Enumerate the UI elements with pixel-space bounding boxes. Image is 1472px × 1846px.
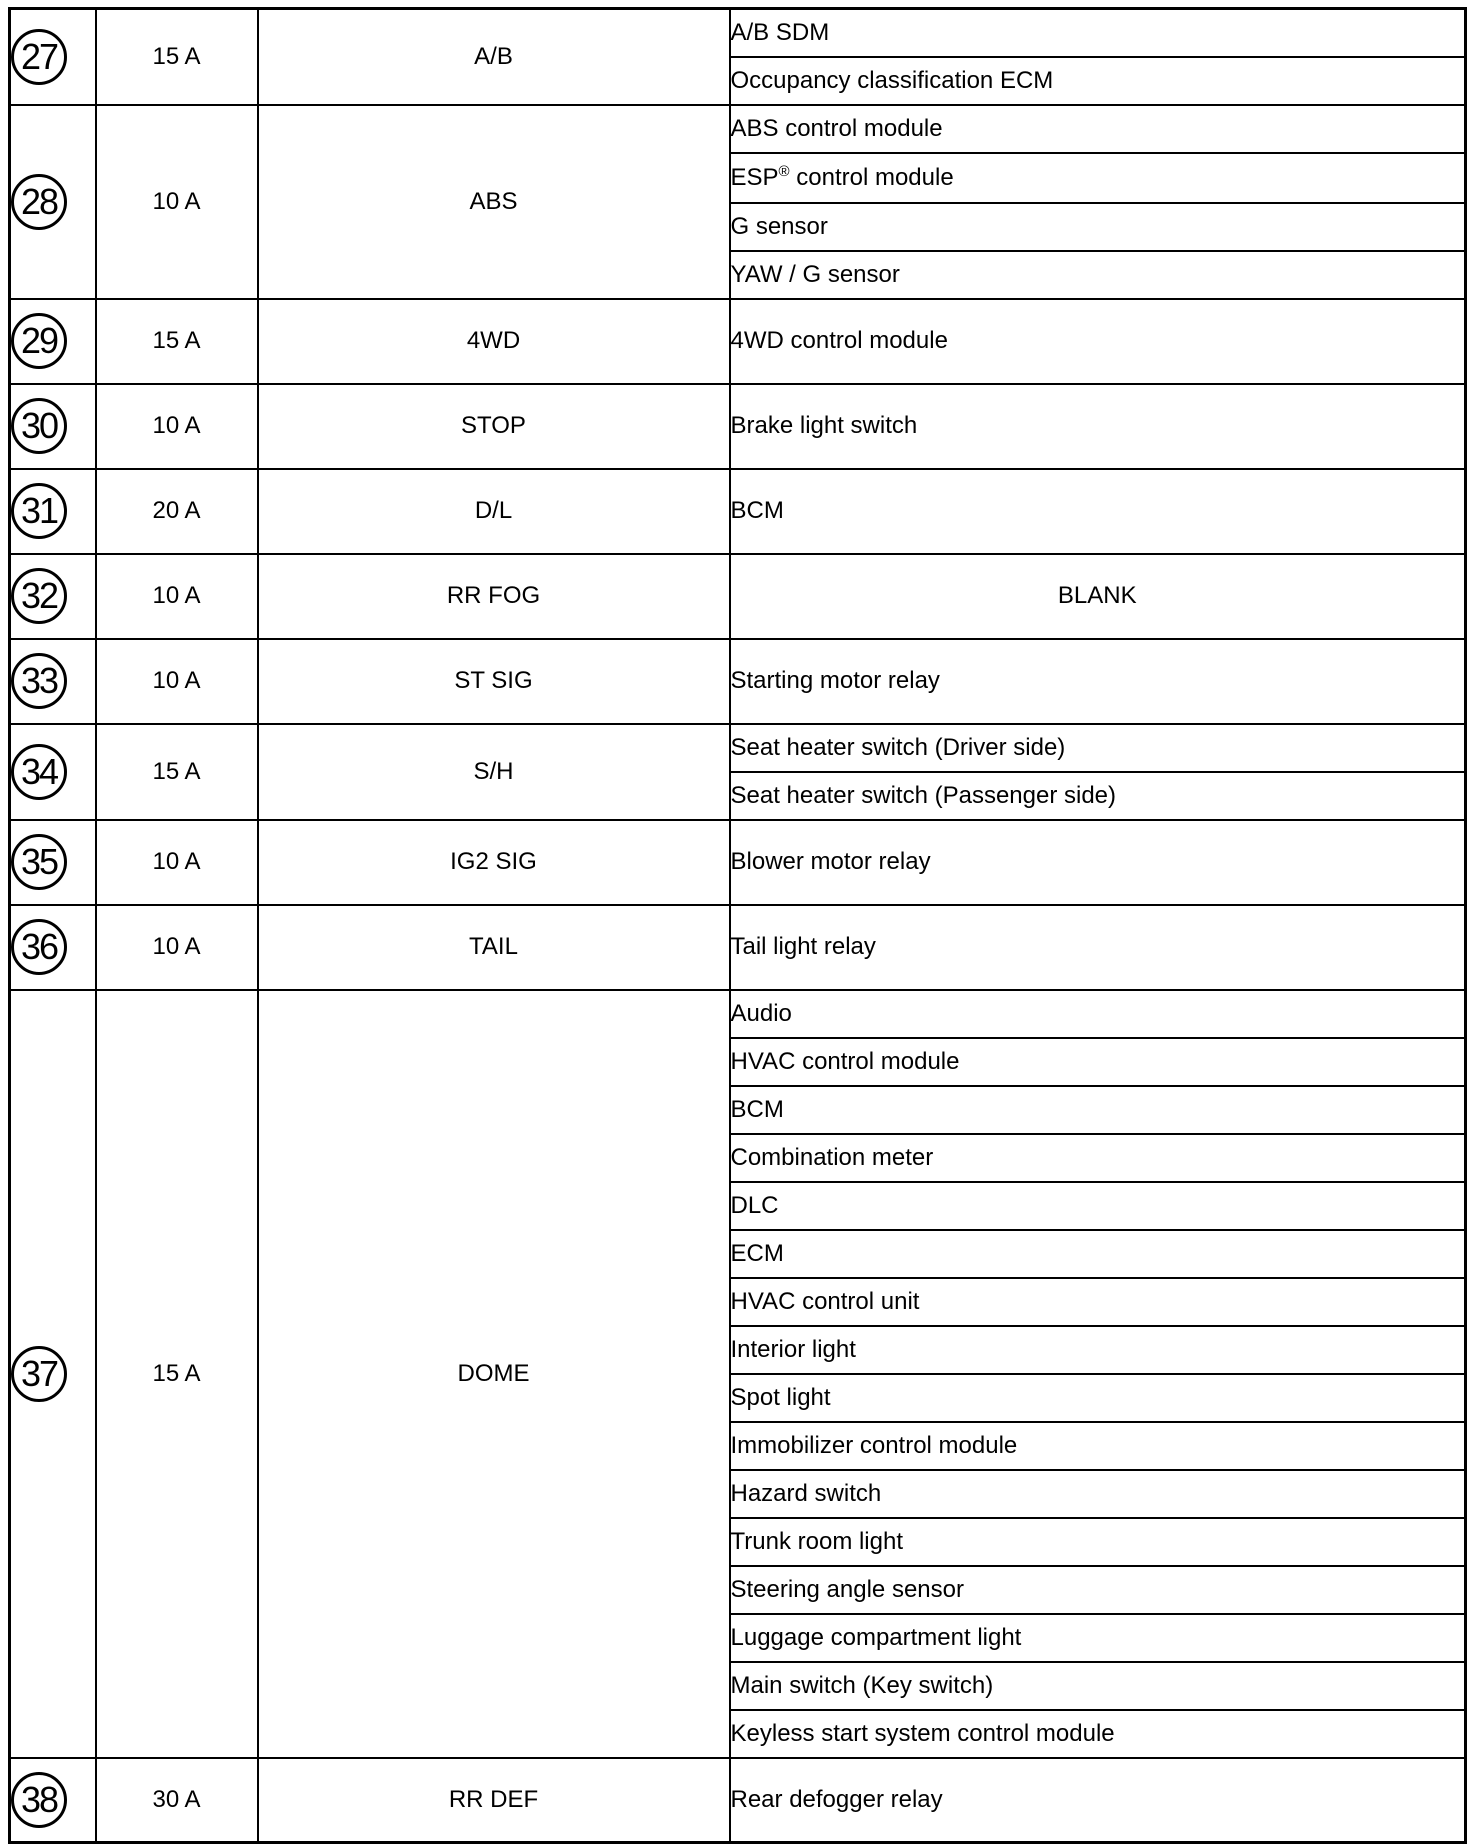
circuit-cell: Combination meter xyxy=(730,1134,1466,1182)
fuse-name-cell: RR FOG xyxy=(258,554,730,639)
table-row xyxy=(10,990,1466,1038)
fuse-number-cell xyxy=(10,384,96,469)
registered-mark: ® xyxy=(778,163,790,180)
circuit-cell: Luggage compartment light xyxy=(730,1614,1466,1662)
fuse-name-cell: ABS xyxy=(258,105,730,299)
fuse-table xyxy=(8,7,1467,1844)
circuit-cell: Brake light switch xyxy=(730,384,1466,469)
table-row xyxy=(10,469,1466,554)
table-row xyxy=(10,554,1466,639)
circuit-cell xyxy=(730,153,1466,203)
circuit-cell: Immobilizer control module xyxy=(730,1422,1466,1470)
circuit-cell: Interior light xyxy=(730,1326,1466,1374)
fuse-number-cell xyxy=(10,639,96,724)
fuse-name-cell: 4WD xyxy=(258,299,730,384)
fuse-number: 27 xyxy=(11,29,67,85)
fuse-number: 31 xyxy=(11,483,67,539)
table-row xyxy=(10,299,1466,384)
amperage-cell: 30 A xyxy=(96,1758,258,1843)
amperage-cell: 10 A xyxy=(96,905,258,990)
table-row xyxy=(10,1758,1466,1843)
esp-label-rest: control module xyxy=(789,164,954,191)
table-row xyxy=(10,905,1466,990)
table-row xyxy=(10,105,1466,153)
fuse-number: 33 xyxy=(11,653,67,709)
fuse-name-cell: A/B xyxy=(258,9,730,105)
circuit-cell: Occupancy classification ECM xyxy=(730,57,1466,105)
amperage-cell: 15 A xyxy=(96,724,258,820)
fuse-number-cell xyxy=(10,105,96,299)
fuse-number: 37 xyxy=(11,1346,67,1402)
fuse-number: 32 xyxy=(11,568,67,624)
circuit-cell: Audio xyxy=(730,990,1466,1038)
amperage-cell: 15 A xyxy=(96,299,258,384)
fuse-number: 34 xyxy=(11,744,67,800)
amperage-cell: 20 A xyxy=(96,469,258,554)
fuse-number: 29 xyxy=(11,313,67,369)
fuse-name-cell: DOME xyxy=(258,990,730,1758)
circuit-cell: Starting motor relay xyxy=(730,639,1466,724)
amperage-cell: 10 A xyxy=(96,639,258,724)
fuse-number: 30 xyxy=(11,398,67,454)
fuse-number-cell xyxy=(10,299,96,384)
circuit-cell: BCM xyxy=(730,469,1466,554)
fuse-name-cell: D/L xyxy=(258,469,730,554)
fuse-name-cell: S/H xyxy=(258,724,730,820)
fuse-number: 35 xyxy=(11,834,67,890)
circuit-cell: HVAC control module xyxy=(730,1038,1466,1086)
table-row xyxy=(10,639,1466,724)
circuit-cell: Seat heater switch (Driver side) xyxy=(730,724,1466,772)
circuit-cell: Tail light relay xyxy=(730,905,1466,990)
circuit-cell: Spot light xyxy=(730,1374,1466,1422)
fuse-name-cell: STOP xyxy=(258,384,730,469)
circuit-cell: Seat heater switch (Passenger side) xyxy=(730,772,1466,820)
amperage-cell: 10 A xyxy=(96,554,258,639)
table-row xyxy=(10,724,1466,772)
circuit-cell: YAW / G sensor xyxy=(730,251,1466,299)
circuit-cell: Steering angle sensor xyxy=(730,1566,1466,1614)
amperage-cell: 10 A xyxy=(96,105,258,299)
circuit-cell: A/B SDM xyxy=(730,9,1466,57)
fuse-number-cell xyxy=(10,724,96,820)
amperage-cell: 10 A xyxy=(96,820,258,905)
fuse-number-cell xyxy=(10,9,96,105)
circuit-cell: Main switch (Key switch) xyxy=(730,1662,1466,1710)
fuse-number: 28 xyxy=(11,174,67,230)
blank-cell: BLANK xyxy=(730,554,1466,639)
fuse-name-cell: RR DEF xyxy=(258,1758,730,1843)
amperage-cell: 15 A xyxy=(96,990,258,1758)
table-row xyxy=(10,820,1466,905)
amperage-cell: 10 A xyxy=(96,384,258,469)
fuse-name-cell: TAIL xyxy=(258,905,730,990)
fuse-number-cell xyxy=(10,905,96,990)
circuit-cell: Trunk room light xyxy=(730,1518,1466,1566)
fuse-number: 36 xyxy=(11,919,67,975)
fuse-number-cell xyxy=(10,554,96,639)
fuse-number-cell xyxy=(10,1758,96,1843)
fuse-name-cell: IG2 SIG xyxy=(258,820,730,905)
circuit-cell: Hazard switch xyxy=(730,1470,1466,1518)
circuit-cell: 4WD control module xyxy=(730,299,1466,384)
table-row xyxy=(10,9,1466,57)
fuse-number: 38 xyxy=(11,1772,67,1828)
circuit-cell: BCM xyxy=(730,1086,1466,1134)
fuse-number-cell xyxy=(10,469,96,554)
circuit-cell: ABS control module xyxy=(730,105,1466,153)
fuse-number-cell xyxy=(10,990,96,1758)
circuit-cell: ECM xyxy=(730,1230,1466,1278)
circuit-cell: G sensor xyxy=(730,203,1466,251)
circuit-cell: Blower motor relay xyxy=(730,820,1466,905)
amperage-cell: 15 A xyxy=(96,9,258,105)
fuse-number-cell xyxy=(10,820,96,905)
table-row xyxy=(10,384,1466,469)
esp-label: ESP xyxy=(730,164,779,191)
circuit-cell: Rear defogger relay xyxy=(730,1758,1466,1843)
circuit-cell: HVAC control unit xyxy=(730,1278,1466,1326)
fuse-name-cell: ST SIG xyxy=(258,639,730,724)
circuit-cell: Keyless start system control module xyxy=(730,1710,1466,1758)
circuit-cell: DLC xyxy=(730,1182,1466,1230)
